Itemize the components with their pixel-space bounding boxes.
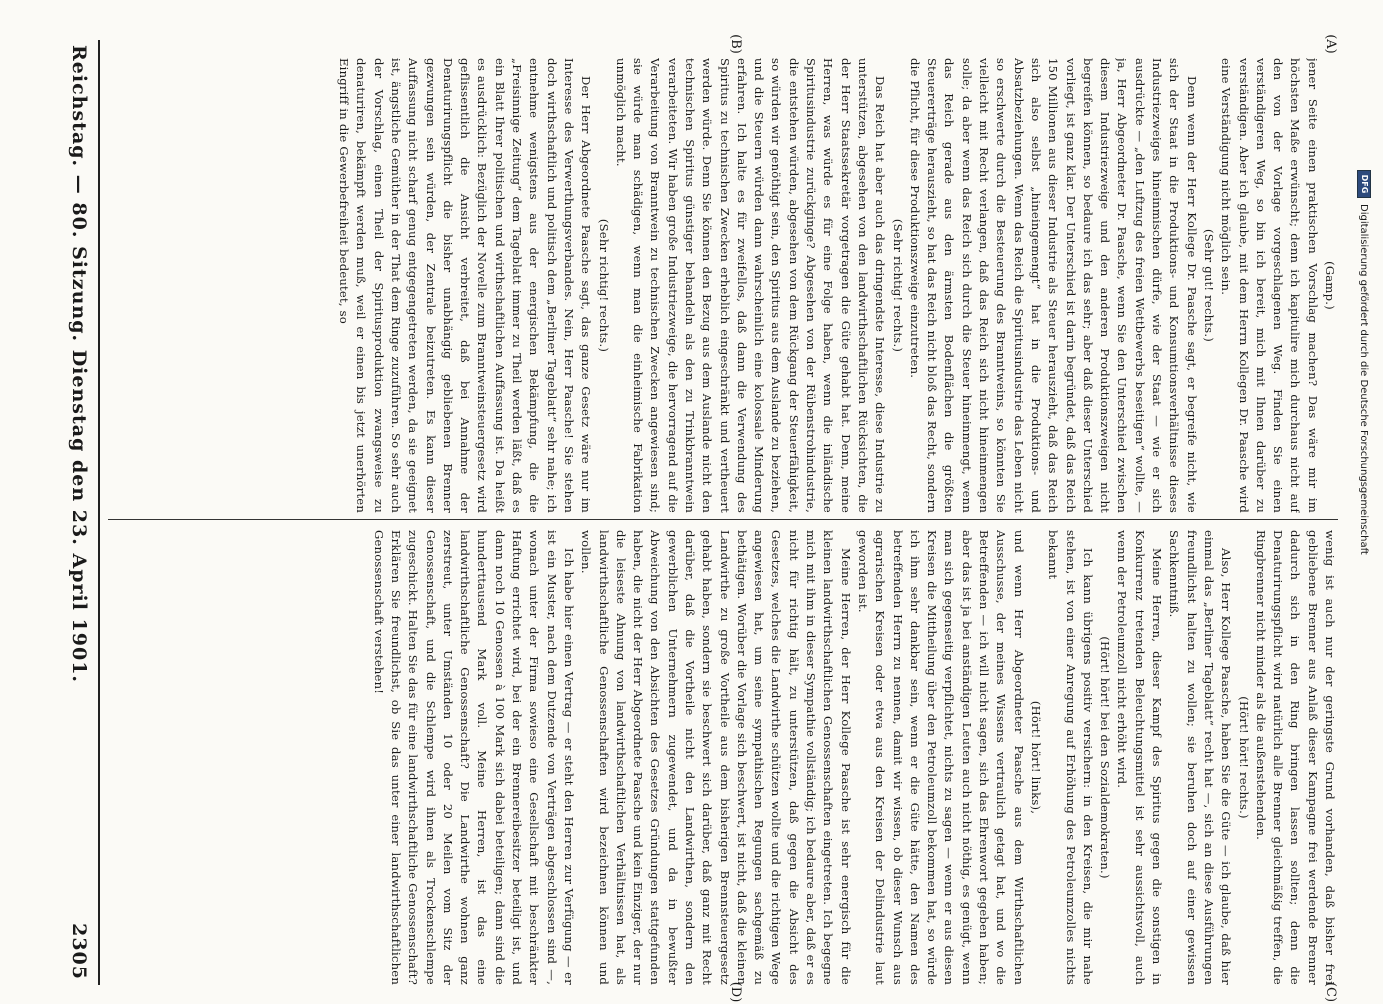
paragraph: Meine Herren, dieser Kampf des Spiritus gegen die sonstigen in Konkurrenz tretenden Beleuchtungsmittel ist sehr aussichtsvoll, auch wenn der Petroleumzoll nicht erhöht wird. <box>1115 530 1165 985</box>
paragraph: und wenn Herr Abgeordneter Paasche aus dem Wirthschaftlichen Ausschusse, der meines Wissens vertraulich getagt hat, und wo die Betreffenden — ich will nicht sagen, sich das Ehrenwort gegeben haben; aber das ist ja bei anständigen Leuten auch nicht nöthig, es genügt, wenn man sich gegenseitig verpflichtet, nichts zu sagen — wenn er aus diesen Kreisen die Mittheilung über den Petroleumzoll bekommen hat, so würde ich ihm sehr dankbar sein, wenn er die Güte hätte, den Namen des betreffenden Herrn zu nennen, damit wir wissen, ob dieser Wunsch aus agrarischen Kreisen oder etwa aus den Kreisen der Delindustrie laut geworden ist. <box>855 530 1026 985</box>
paragraph: Denn wenn der Herr Kollege Dr. Paasche sagt, er begreife nicht, wie sich der Staat in die Produktions- und Konsumtionsverhältnisse dieses Industriezweiges hineinmischen dürfe, wie der Staat — wie er sich ausdrückte — „den Luftzug des freien Wettbewerbs beseitigen“ wollte, — ja, Herr Abgeordneter Dr. Paasche, wenn Sie den Unterschied zwischen diesem Industriezweige und den anderen Produktionszweigen nicht begreifen können, so bedaure ich das sehr; aber daß dieser Unterschied vorliegt, ist ganz klar. Der Unterschied ist darin begründet, daß das Reich 150 Millionen aus dieser Industrie als Steuer herauszieht, daß das Reich sich also selbst „hineingemengt“ hat in die Produktions- und Absatzbeziehungen. Wenn das Reich die Spiritusindustrie das Leben nicht so erschwerte durch die Besteuerung des Branntweins, so könnten Sie vielleicht mit Recht verlangen, daß das Reich sich nicht hineinmengen solle; da aber wenn das Reich sich durch die Steuer hineinmengt, wenn das Reich gerade aus den ärmsten Bodenflächen die größten Steuererträge herauszieht, so hat das Reich nicht bloß das Recht, sondern die Pflicht, für diese Produktionszweige einzutreten. <box>907 58 1199 513</box>
paragraph: Der Herr Abgeordnete Paasche sagt, das ganze Gesetz wäre nur im Interesse des Verwerthungsverbandes. Nein, Herr Paasche! Sie stehen doch wirthschaftlich und politisch dem „Berliner Tageblatt“ sehr nahe; ich entnehme wenigstens aus der energischen Bekämpfung, die die „Freisinnige Zeitung“ dem Tageblatt immer zu Theil werden läßt, daß es ein Blatt Ihrer politischen und wirthschaftlichen Auffassung ist. Da heißt es ausdrücklich: Bezüglich der Novelle zum Branntweinsteuergesetz wird geflissentlich die Ansicht verbreitet, daß bei Annahme der Denaturirungspflicht die bisher unabhängig gebliebenen Brenner gezwungen sein würden, der Zentrale beizutreten. Es kann dieser Auffassung nicht scharf genug entgegengetreten werden, da sie geeignet ist, ängstliche Gemüther in der That dem Ringe zuzuführen. So sehr auch der Vorschlag, einen Theil der Spiritusproduktion zwangsweise zu denaturiren, bekämpft werden muß, weil er einen bis jetzt unerhörten Eingriff in die Gewerbefreiheit bedeutet, so <box>337 58 594 513</box>
right-column <box>108 530 1338 985</box>
speaker-label: (Gamp.) <box>1323 261 1337 310</box>
interjection: (Sehr richtig! rechts.) <box>596 218 611 353</box>
paragraph: Ich kann übrigens positiv versichern: in den Kreisen, die mir nahe stehen, ist von einer Anregung auf Erhöhung des Petroleumzolles nichts bekannt <box>1046 530 1095 985</box>
paragraph: Ich habe hier einen Vertrag — er steht den Herren zur Verfügung — er ist ein Muster, nach dem Dutzende von Verträgen abgeschlossen sind —, wonach unter der Firma sowieso eine Gesellschaft mit beschränkter Haftung errichtet wird, bei der ein Brennereibesitzer beteiligt ist, und dann noch 10 Genossen à 100 Mark sich dabei beteiligen; dann sind die hunderttausend Mark voll. Meine Herren, ist das eine landwirthschaftliche Genossenschaft? Die Landwirthe wohnen ganz zerstreut, unter Umständen 10 oder 20 Meilen vom Sitz der Genossenschaft, und die Schlempe wird ihnen als Trockenschlempe zugeschickt. Halten Sie das für eine landwirthschaftliche Genossenschaft? Erklären Sie freundlichst, ob Sie das unter einer landwirthschaftlichen Genossenschaft verstehen! <box>371 530 576 985</box>
dfg-logo: DFG <box>1357 170 1371 198</box>
margin-mark-b: (B) <box>728 34 743 54</box>
page-number: 2305 <box>68 923 90 980</box>
paragraph: Meine Herren, der Herr Kollege Paasche ist sehr energisch für die kleinen landwirthschaftlichen Genossenschaften eingetreten. Ich begegne mich mit ihm in dieser Sympathie vollständig; ich bedaure aber, daß er es nicht für richtig hält, zu unterstützen, daß gegen die Absicht des Gesetzes, welches die Landwirthe schützen wollte und die richtigen Wege angewiesen hat, um seine sympathischen Regungen sachgemäß zu bethätigen. Worüber die Vorlage sich beschwert, ist nicht, daß die kleinen Landwirthe zu große Vortheile aus dem bisherigen Brennsteuergesetz gehabt haben, sondern sie beschwert sich darüber, daß ganz mit Recht darüber, daß die Vortheile nicht den Landwirthen, sondern den gewerblichen Unternehmern zugewendet, und da in bewußter Abweichung von den Absichten des Gesetzes Gründungen stattgefunden haben, die nicht der Herr Abgeordnete Paasche und kein Einziger, der nur die leiseste Ahnung von landwirthschaftlichen Verhältnissen hat, als landwirthschaftliche Genossenschaften wird bezeichnen können und wollen. <box>579 530 853 985</box>
interjection: (Sehr gut! rechts.) <box>1201 229 1216 342</box>
margin-mark-c: (C) <box>1323 981 1338 1003</box>
page-header <box>65 45 93 980</box>
paragraph: jener Seite einen praktischen Vorschlag machen? Das wäre mir im höchsten Maße erwünscht; denn ich kapitulire mich durchaus nicht auf den von der Vorlage vorgeschlagenen Weg. Finden Sie einen verständigeren Weg, so bin ich bereit, mich mit Ihnen darüber zu verständigen. Aber ich glaube, mit dem Herrn Kollegen Dr. Paasche wird eine Verständigung nicht möglich sein. <box>1219 58 1320 513</box>
margin-mark-a: (A) <box>1323 34 1338 54</box>
paragraph: Also, Herr Kollege Paasche, haben Sie die Güte — ich glaube, daß hier einmal das „Berliner Tageblatt“ recht hat —, sich an diese Ausführungen freundlichst halten zu wollen; sie beruhen doch auf einer gewissen Sachkenntniß. <box>1167 530 1234 985</box>
paragraph: wenig ist auch nur der geringste Grund vorhanden, daß bisher frei gebliebene Brenner aus Anlaß dieser Kampagne frei werdende Brenner dadurch sich in den Ring bringen lassen sollten; denn die Denaturirungspflicht wird natürlich alle Brenner gleichmäßig treffen, die Ringbrenner nicht minder als die außenstehenden. <box>1253 530 1337 985</box>
column-divider <box>108 519 1338 520</box>
interjection: (Sehr richtig! rechts.) <box>890 218 905 353</box>
left-column <box>108 58 1338 513</box>
interjection: (Hört! hört! bei den Sozialdemokraten.) <box>1098 636 1113 879</box>
paragraph: Das Reich hat aber auch das dringendste Interesse, diese Industrie zu unterstützen, abgesehen von den landwirthschaftlichen Rücksichten, die der Herr Staatssekretär vorgetragen die Güte gehabt hat. Denn, meine Herren, was würde es für eine Folge haben, wenn die inländische Spiritusindustrie zurückginge? Abgesehen von der Rübenstrohindustrie, die entstehen würden, abgesehen von dem Rückgang der Steuerfähigkeit, so würden wir genöthigt sein, den Spiritus aus dem Auslande zu beziehen, und die Steuern würden dann wahrscheinlich eine kolossale Minderung erfahren. Ich halte es für zweifellos, daß dann die Verwendung des Spiritus zu technischen Zwecken erheblich eingeschränkt und vertheuert werden würde. Denn Sie können den Bezug aus dem Auslande nicht den technischen Spiritus günstiger behandeln als den zu Trinkbranntwein verarbeiteten. Wir haben große Industriezweige, die hervorragend auf die Verarbeitung von Branntwein zu technischen Zwecken angewiesen sind; sie würde man schädigen, wenn man die einheimische Fabrikation unmöglich macht. <box>613 58 888 513</box>
footer-text: Digitalisierung gefördert durch die Deutsche Forschungsgemeinschaft <box>1358 204 1370 555</box>
digitization-footer <box>1355 170 1373 870</box>
interjection: (Hört! hört! links), <box>1028 700 1043 815</box>
header-rule <box>98 40 100 985</box>
running-head: Reichstag. — 80. Sitzung. Dienstag den 23. April 1901. <box>68 45 90 684</box>
interjection: (Hört! hört! rechts.) <box>1236 696 1251 819</box>
margin-mark-d: (D) <box>728 981 743 1003</box>
